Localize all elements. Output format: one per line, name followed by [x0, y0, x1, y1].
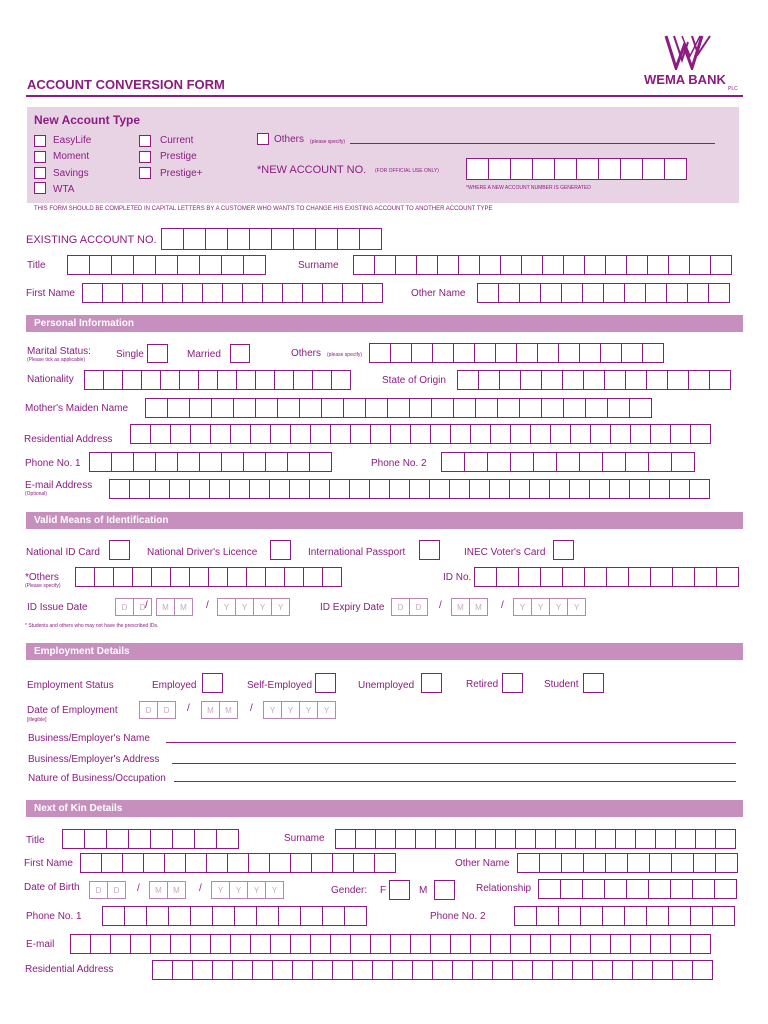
new-account-grid[interactable] — [466, 158, 686, 180]
nok-other-name-grid[interactable] — [517, 853, 737, 873]
id-passport-label: International Passport — [308, 547, 406, 558]
id-expiry-year[interactable]: Y Y Y Y — [513, 598, 585, 616]
existing-account-label: EXISTING ACCOUNT NO. — [26, 234, 157, 246]
wema-w-logo-icon — [662, 34, 714, 70]
business-nature-label: Nature of Business/Occupation — [28, 773, 166, 784]
employment-date-label: Date of Employment — [27, 705, 118, 716]
unemployed-checkbox[interactable] — [421, 673, 442, 693]
title-rule — [26, 95, 743, 97]
maiden-name-label: Mother's Maiden Name — [25, 403, 129, 414]
single-label: Single — [116, 349, 144, 360]
retired-checkbox[interactable] — [502, 673, 523, 693]
id-expiry-date-label: ID Expiry Date — [320, 602, 385, 613]
date-separator: / — [250, 703, 253, 714]
nok-dob-month[interactable]: M M — [149, 881, 185, 899]
option-prestige-plus-label: Prestige+ — [160, 168, 203, 179]
new-account-hint: (FOR OFFICIAL USE ONLY) — [375, 168, 439, 174]
state-of-origin-label: State of Origin — [382, 375, 446, 386]
form-title: ACCOUNT CONVERSION FORM — [27, 77, 225, 92]
option-wta-label: WTA — [53, 184, 75, 195]
nok-gender-m-checkbox[interactable] — [434, 880, 455, 900]
id-expiry-month[interactable]: M M — [451, 598, 487, 616]
employment-month[interactable]: M M — [201, 701, 237, 719]
checkbox-easylife[interactable] — [34, 135, 46, 147]
residential-address-grid[interactable] — [130, 424, 710, 444]
date-separator: / — [145, 600, 148, 611]
nok-title-label: Title — [26, 835, 45, 846]
account-type-heading: New Account Type — [34, 113, 141, 127]
other-name-grid[interactable] — [477, 283, 729, 303]
residential-address-label: Residential Address — [24, 434, 113, 445]
checkbox-prestige[interactable] — [139, 151, 151, 163]
student-label: Student — [544, 679, 579, 690]
nok-gender-label: Gender: — [331, 885, 368, 896]
nok-relationship-grid[interactable] — [538, 879, 736, 899]
employment-band: Employment Details — [26, 643, 743, 660]
married-checkbox[interactable] — [230, 344, 250, 363]
next-of-kin-band: Next of Kin Details — [26, 800, 743, 817]
nationality-label: Nationality — [27, 374, 74, 385]
option-savings-label: Savings — [53, 168, 89, 179]
self-employed-label: Self-Employed — [247, 680, 313, 691]
nok-first-name-grid[interactable] — [80, 853, 395, 873]
id-issue-date-label: ID Issue Date — [27, 602, 88, 613]
id-national-label: National ID Card — [26, 547, 100, 558]
title-label: Title — [27, 260, 46, 271]
single-checkbox[interactable] — [147, 344, 168, 363]
marital-others-grid[interactable] — [369, 343, 663, 363]
employment-year[interactable]: Y Y Y Y — [263, 701, 335, 719]
option-moment-label: Moment — [53, 151, 90, 162]
option-easylife-label: EasyLife — [53, 135, 92, 146]
nok-address-label: Residential Address — [25, 964, 114, 975]
option-current-label: Current — [160, 135, 194, 146]
id-national-checkbox[interactable] — [109, 540, 130, 560]
employment-status-label: Employment Status — [27, 680, 114, 691]
surname-label: Surname — [298, 260, 339, 271]
nok-gender-f-checkbox[interactable] — [389, 880, 410, 900]
others-type-line[interactable] — [350, 143, 715, 144]
id-others-hint: (Please specify) — [25, 583, 61, 589]
date-separator: / — [187, 703, 190, 714]
nok-dob-year[interactable]: Y Y Y Y — [211, 881, 283, 899]
checkbox-wta[interactable] — [34, 182, 46, 194]
id-drivers-checkbox[interactable] — [270, 540, 291, 560]
nok-surname-label: Surname — [284, 833, 325, 844]
new-account-note: *WHERE A NEW ACCOUNT NUMBER IS GENERATED — [466, 185, 591, 191]
id-others-label: *Others — [25, 572, 59, 583]
id-issue-month[interactable]: M M — [156, 598, 192, 616]
others-type-label: Others — [274, 134, 305, 145]
phone1-label: Phone No. 1 — [25, 458, 81, 469]
option-prestige-label: Prestige — [160, 151, 197, 162]
id-passport-checkbox[interactable] — [419, 540, 440, 560]
nok-phone2-grid[interactable] — [514, 906, 734, 926]
date-separator: / — [206, 600, 209, 611]
nok-gender-m-label: M — [419, 885, 428, 896]
id-voters-checkbox[interactable] — [553, 540, 574, 560]
marital-status-label: Marital Status: — [27, 346, 91, 357]
phone1-grid[interactable] — [89, 452, 331, 472]
id-no-label: ID No. — [443, 572, 472, 583]
date-separator: / — [501, 600, 504, 611]
bank-name: WEMA BANK — [644, 72, 726, 87]
identification-band: Valid Means of Identification — [26, 512, 743, 529]
married-label: Married — [187, 349, 221, 360]
nok-relationship-label: Relationship — [476, 883, 532, 894]
phone2-grid[interactable] — [441, 452, 694, 472]
date-separator: / — [199, 883, 202, 894]
wema-logo — [662, 34, 714, 70]
employer-address-label: Business/Employer's Address — [28, 754, 160, 765]
new-account-label: *NEW ACCOUNT NO. — [257, 164, 367, 176]
checkbox-moment[interactable] — [34, 151, 46, 163]
bank-suffix: PLC — [728, 86, 738, 92]
email-label: E-mail Address — [25, 480, 93, 491]
others-type-hint: (please specify) — [310, 139, 346, 145]
checkbox-others-type[interactable] — [257, 133, 269, 145]
nok-email-label: E-mail — [26, 939, 55, 950]
first-name-grid[interactable] — [82, 283, 382, 303]
id-expiry-day[interactable]: D D — [391, 598, 427, 616]
personal-info-band: Personal Information — [26, 315, 743, 332]
self-employed-checkbox[interactable] — [315, 673, 336, 693]
state-of-origin-grid[interactable] — [457, 370, 730, 390]
existing-account-grid[interactable] — [161, 228, 381, 250]
checkbox-prestige-plus[interactable] — [139, 167, 151, 179]
employer-address-line[interactable] — [172, 763, 736, 764]
nok-dob-label: Date of Birth — [24, 882, 80, 893]
employment-day[interactable]: D D — [139, 701, 175, 719]
nok-phone1-grid[interactable] — [102, 906, 366, 926]
employer-name-line[interactable] — [166, 742, 736, 743]
date-separator: / — [137, 883, 140, 894]
phone2-label: Phone No. 2 — [371, 458, 427, 469]
marital-status-hint: (Please tick as applicable) — [27, 357, 86, 363]
nationality-grid[interactable] — [84, 370, 350, 390]
student-checkbox[interactable] — [583, 673, 604, 693]
id-drivers-label: National Driver's Licence — [147, 547, 258, 558]
date-separator: / — [439, 600, 442, 611]
first-name-label: First Name — [26, 288, 75, 299]
nok-address-grid[interactable] — [152, 960, 712, 980]
id-no-grid[interactable] — [474, 567, 738, 587]
id-voters-label: INEC Voter's Card — [464, 547, 546, 558]
employment-date-hint: [illegible] — [27, 717, 47, 723]
marital-others-hint: (please specify) — [327, 352, 363, 358]
id-issue-day[interactable]: D D — [115, 598, 151, 616]
nok-phone2-label: Phone No. 2 — [430, 911, 486, 922]
retired-label: Retired — [466, 679, 499, 690]
marital-others-label: Others — [291, 348, 322, 359]
id-footnote: * Students and others who may not have the prescribed IDs. — [25, 623, 159, 629]
nok-email-grid[interactable] — [70, 934, 710, 954]
nok-first-name-label: First Name — [24, 858, 73, 869]
employed-label: Employed — [152, 680, 197, 691]
nok-phone1-label: Phone No. 1 — [26, 911, 82, 922]
nok-dob-day[interactable]: D D — [89, 881, 125, 899]
id-others-grid[interactable] — [75, 567, 341, 587]
unemployed-label: Unemployed — [358, 680, 415, 691]
nok-gender-f-label: F — [380, 885, 387, 896]
employed-checkbox[interactable] — [202, 673, 223, 693]
checkbox-current[interactable] — [139, 135, 151, 147]
nok-surname-grid[interactable] — [335, 829, 735, 849]
id-issue-year[interactable]: Y Y Y Y — [217, 598, 289, 616]
email-hint: (Optional) — [25, 491, 47, 497]
surname-grid[interactable] — [353, 255, 731, 275]
nok-title-grid[interactable] — [62, 829, 238, 849]
nok-other-name-label: Other Name — [455, 858, 510, 869]
employer-name-label: Business/Employer's Name — [28, 733, 150, 744]
maiden-name-grid[interactable] — [145, 398, 651, 418]
email-grid[interactable] — [109, 479, 709, 499]
business-nature-line[interactable] — [174, 781, 736, 782]
other-name-label: Other Name — [411, 288, 466, 299]
checkbox-savings[interactable] — [34, 167, 46, 179]
title-grid[interactable] — [67, 255, 265, 275]
instruction-text: THIS FORM SHOULD BE COMPLETED IN CAPITAL LETTERS BY A CUSTOMER WHO WANTS TO CHANGE HIS EXISTING ACCOUNT TO ANOTHER ACCOUNT TYPE — [34, 206, 493, 212]
